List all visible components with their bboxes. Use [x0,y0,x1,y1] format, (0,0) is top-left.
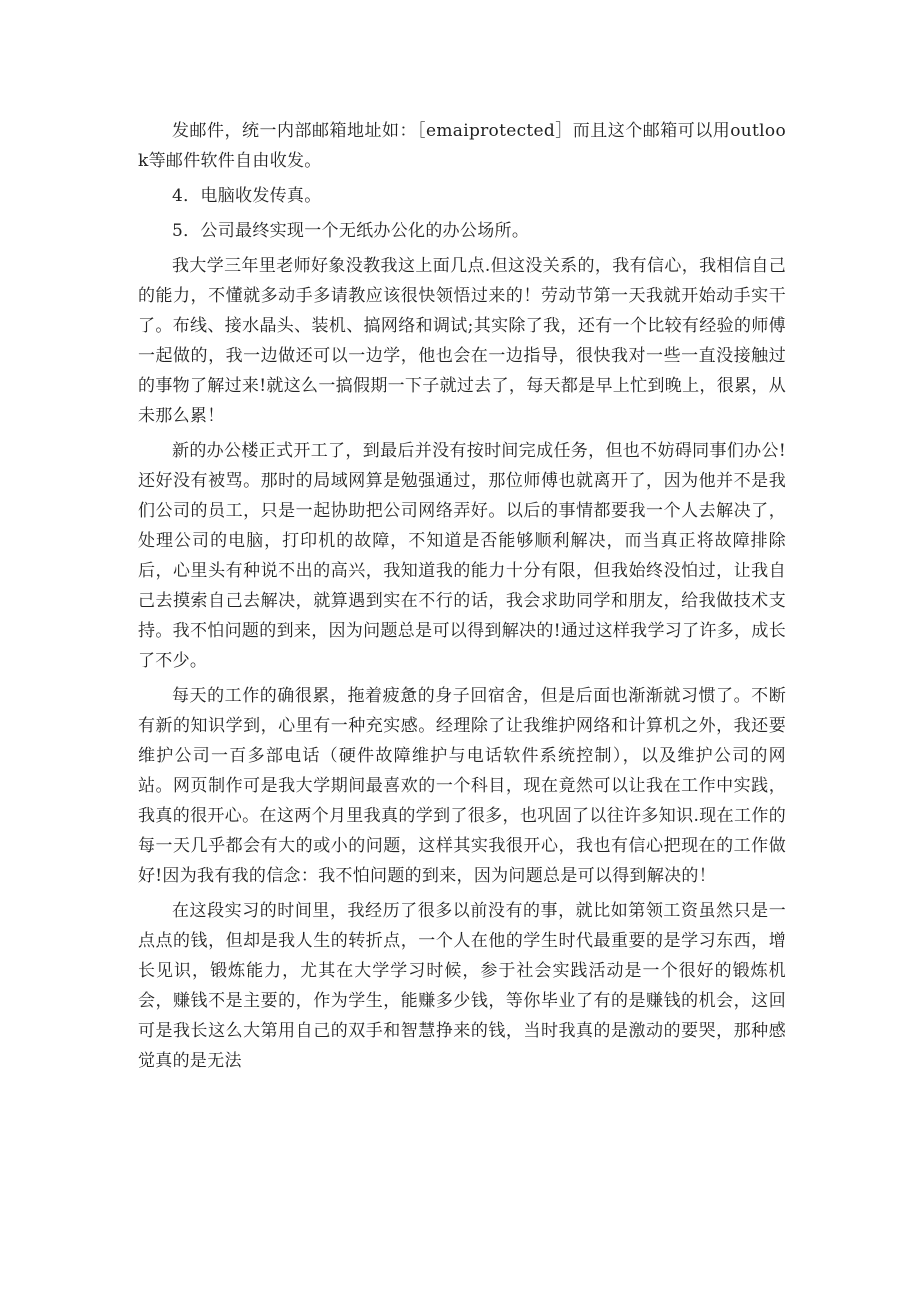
paragraph-daily-work: 每天的工作的确很累，拖着疲惫的身子回宿舍，但是后面也渐渐就习惯了。不断有新的知识学到，心里有一种充实感。经理除了让我维护网络和计算机之外，我还要维护公司一百多部电话（硬件故障维护与电话软件系统控制），以及维护公司的网站。网页制作可是我大学期间最喜欢的一个科目，现在竟然可以让我在工作中实践，我真的很开心。在这两个月里我真的学到了很多，也巩固了以往许多知识.现在工作的每一天几乎都会有大的或小的问题，这样其实我很开心，我也有信心把现在的工作做好!因为我有我的信念：我不怕问题的到来，因为问题总是可以得到解决的！ [138,686,786,886]
paragraph-fax: 4．电脑收发传真。 [172,186,322,206]
paragraph-new-office: 新的办公楼正式开工了，到最后并没有按时间完成任务，但也不妨碍同事们办公!还好没有被骂。那时的局域网算是勉强通过，那位师傅也就离开了，因为他并不是我们公司的员工，只是一起协助把公司网络弄好。以后的事情都要我一个人去解决了，处理公司的电脑，打印机的故障，不知道是否能够顺利解决，而当真正将故障排除后，心里头有种说不出的高兴，我知道我的能力十分有限，但我始终没怕过，让我自己去摸索自己去解决，就算遇到实在不行的话，我会求助同学和朋友，给我做技术支持。我不怕问题的到来，因为问题总是可以得到解决的!通过这样我学习了许多，成长了不少。 [138,441,786,671]
paragraph-internship: 在这段实习的时间里，我经历了很多以前没有的事，就比如第领工资虽然只是一点点的钱，但却是我人生的转折点，一个人在他的学生时代最重要的是学习东西，增长见识，锻炼能力，尤其在大学学习时候，参于社会实践活动是一个很好的锻炼机会，赚钱不是主要的，作为学生，能赚多少钱，等你毕业了有的是赚钱的机会，这回可是我长这么大第用自己的双手和智慧挣来的钱，当时我真的是激动的要哭，那种感觉真的是无法 [138,901,786,1071]
paragraph-confidence: 我大学三年里老师好象没教我这上面几点.但这没关系的，我有信心，我相信自己的能力，不懂就多动手多请教应该很快领悟过来的！劳动节第一天我就开始动手实干了。布线、接水晶头、装机、搞网络和调试;其实除了我，还有一个比较有经验的师傅一起做的，我一边做还可以一边学，他也会在一边指导，很快我对一些一直没接触过的事物了解过来!就这么一搞假期一下子就过去了，每天都是早上忙到晚上，很累，从未那么累！ [138,256,786,426]
document-body [138,116,786,1081]
paragraph-paperless: 5．公司最终实现一个无纸办公化的办公场所。 [172,221,530,241]
paragraph-email: 发邮件，统一内部邮箱地址如：［emaiprotected］而且这个邮箱可以用outlook等邮件软件自由收发。 [138,121,786,171]
